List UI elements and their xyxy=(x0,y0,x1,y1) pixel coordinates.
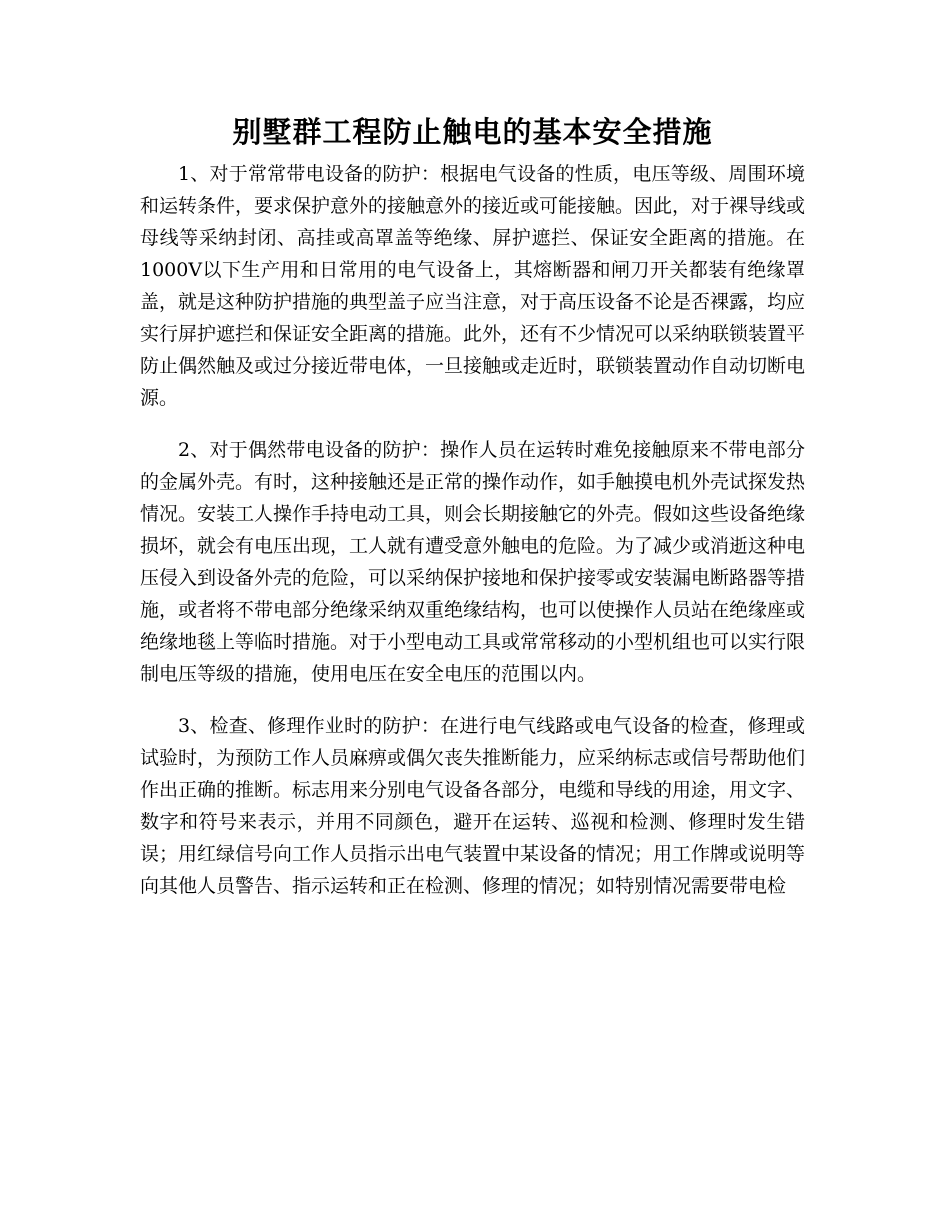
document-title: 别墅群工程防止触电的基本安全措施 xyxy=(232,115,713,149)
paragraph-2: 2、对于偶然带电设备的防护：操作人员在运转时难免接触原来不带电部分的金属外壳。有时，这种接触还是正常的操作动作，如手触摸电机外壳试探发热情况。安装工人操作手持电动工具，则会长期接触它的外壳。假如这些设备绝缘损坏，就会有电压出现，工人就有遭受意外触电的危险。为了减少或消逝这种电压侵入到设备外壳的危险，可以采纳保护接地和保护接零或安装漏电断路器等措施，或者将不带电部分绝缘采纳双重绝缘结构，也可以使操作人员站在绝缘座或绝缘地毯上等临时措施。对于小型电动工具或常常移动的小型机组也可以实行限制电压等级的措施，使用电压在安全电压的范围以内。 xyxy=(140,439,806,685)
paragraph-1: 1、对于常常带电设备的防护：根据电气设备的性质，电压等级、周围环境和运转条件，要求保护意外的接触意外的接近或可能接触。因此，对于裸导线或母线等采纳封闭、高挂或高罩盖等绝缘、屏护遮拦、保证安全距离的措施。在1000V以下生产用和日常用的电气设备上，其熔断器和闸刀开关都装有绝缘罩盖，就是这种防护措施的典型盖子应当注意，对于高压设备不论是否裸露，均应实行屏护遮拦和保证安全距离的措施。此外，还有不少情况可以采纳联锁装置平防止偶然触及或过分接近带电体，一旦接触或走近时，联锁装置动作自动切断电源。 xyxy=(140,163,806,409)
document-page xyxy=(140,112,805,922)
paragraph-3: 3、检查、修理作业时的防护：在进行电气线路或电气设备的检查，修理或试验时，为预防工作人员麻痹或偶欠丧失推断能力，应采纳标志或信号帮助他们作出正确的推断。标志用来分别电气设备各部分，电缆和导线的用途，用文字、数字和符号来表示，并用不同颜色，避开在运转、巡视和检测、修理时发生错误；用红绿信号向工作人员指示出电气装置中某设备的情况；用工作牌或说明等向其他人员警告、指示运转和正在检测、修理的情况；如特别情况需要带电检 xyxy=(140,715,806,897)
